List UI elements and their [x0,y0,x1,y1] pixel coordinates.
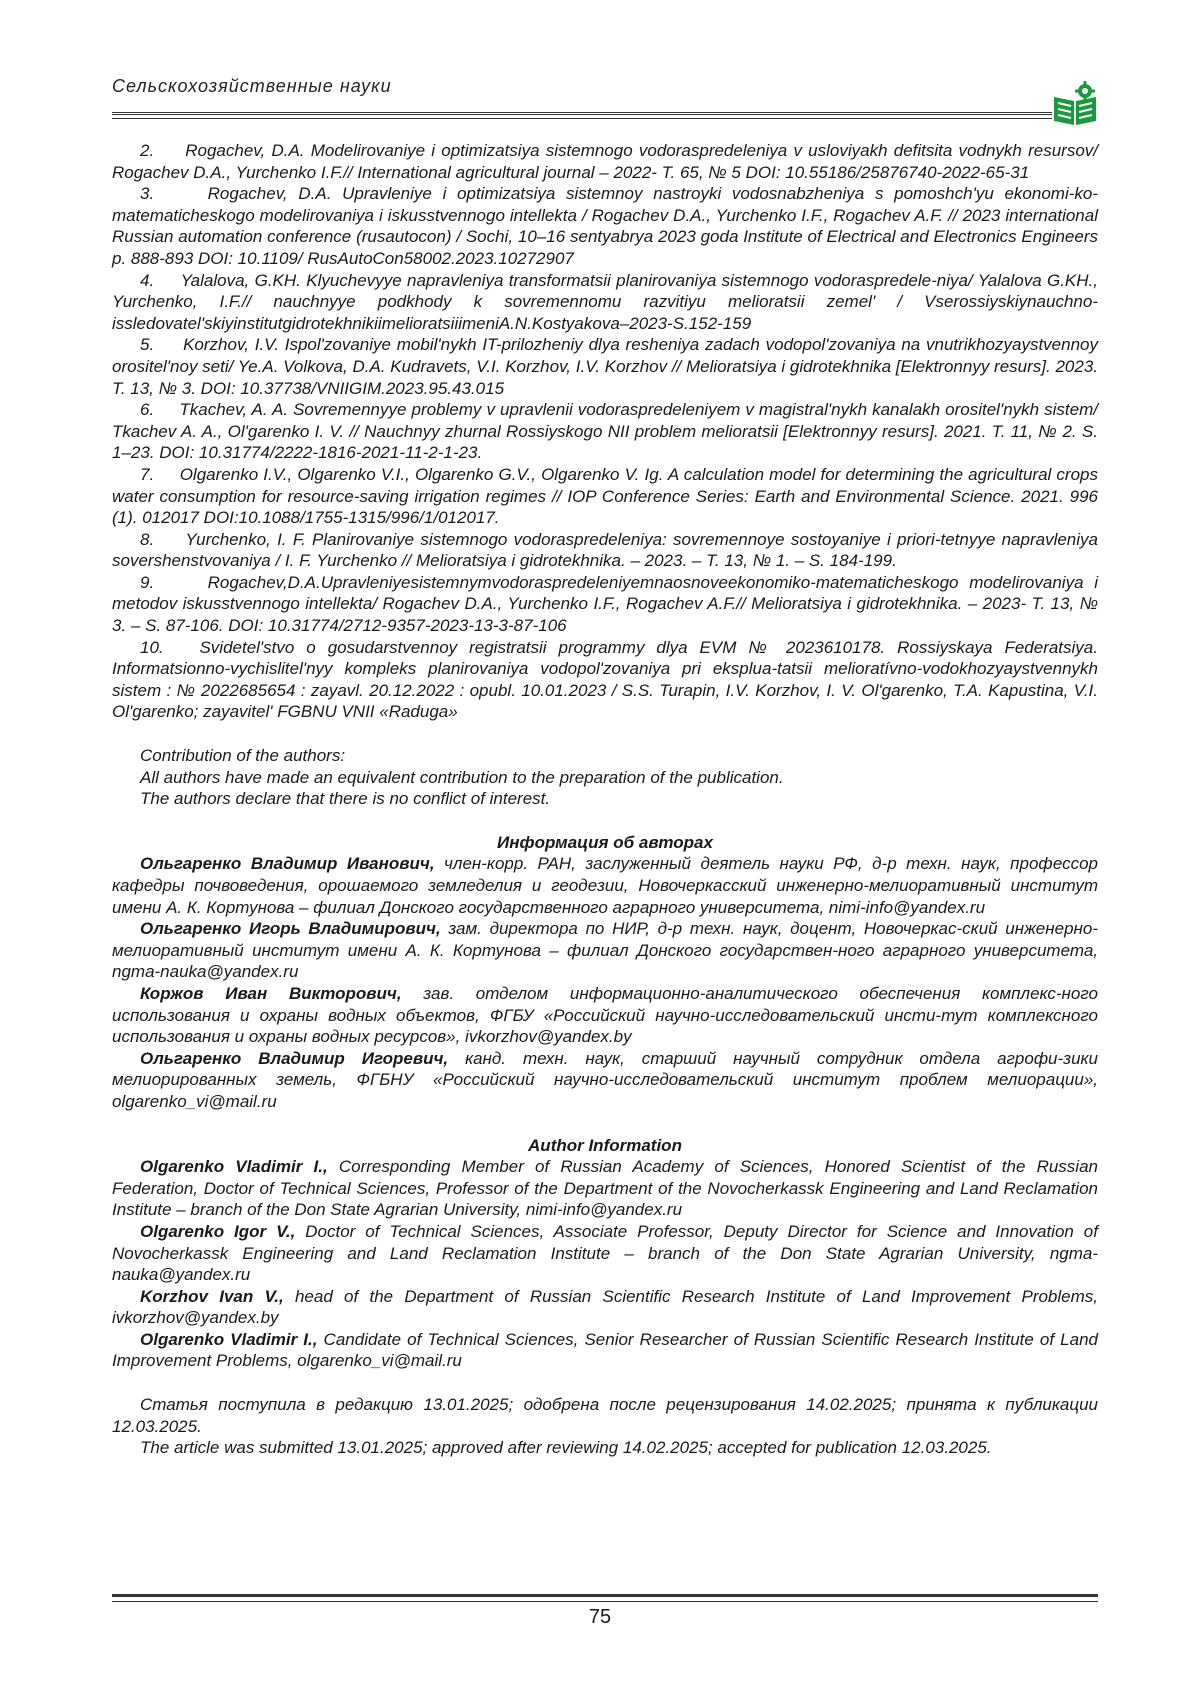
author-info-en [112,1135,1098,1373]
contribution-title: Contribution of the authors: [140,746,346,766]
author-name: Коржов Иван Викторович, [140,983,402,1003]
author-name: Ольгаренко Игорь Владимирович, [140,919,441,939]
author-entry [112,1048,1098,1113]
reference-item: 2. Rogachev, D.A. Modelirovaniye i optimizatsiya sistemnogo vodoraspredeleniya v usloviyakh defitsita vodnykh resursov/ Rogachev D.A., Yurchenko I.F.// International agricultural journal – 2022- T. 65, № 5 DOI: 10.55186/25876740-2022-65-31 [112,141,1098,182]
author-entry [112,983,1098,1048]
article-dates-en: The article was submitted 13.01.2025; approved after reviewing 14.02.2025; accepted for publication 12.03.2025. [140,1438,992,1458]
author-details: зав. отделом информационно-аналитического обеспечения комплекс-ного использования и охраны водных объектов, ФГБУ «Российский научно-исследовательский инсти-тут комплексного использования и охраны водных ресурсов», ivkorzhov@yandex.by [112,983,1098,1047]
author-name: Korzhov Ivan V., [140,1286,284,1306]
article-dates [112,1394,1098,1459]
author-entry [112,1286,1098,1329]
reference-item: 4. Yalalova, G.KH. Klyuchevyye napravleniya transformatsii planirovaniya sistemnogo vodoraspredele-niya/ Yalalova G.KH., Yurchenko, I.F.// nauchnyye podkhody k sovremennomu razvitiyu melioratsii zemel' / Vserossiyskiynauchno-issledovatel'skiyinstitutgidrotekhnikiimelioratsiiimeniA.N.Kostyakova–2023-S.152-159 [112,270,1098,333]
author-entry [112,853,1098,918]
journal-section-title: Сельскохозяйственные науки [112,76,392,96]
author-name: Ольгаренко Владимир Иванович, [140,854,435,874]
author-details: член-корр. РАН, заслуженный деятель науки РФ, д-р техн. наук, профессор кафедры почвоведения, орошаемого земледелия и геодезии, Новочеркасский инженерно-мелиоративный институт имени А. К. Кортунова – филиал Донского государственного аграрного университета, nimi-info@yandex.ru [112,854,1098,917]
reference-item: 7. Olgarenko I.V., Olgarenko V.I., Olgarenko G.V., Olgarenko V. Ig. A calculation model for determining the agricultural crops water consumption for resource-saving irrigation regimes // IOP Conference Series: Earth and Environmental Science. 2021. 996 (1). 012017 DOI:10.1088/1755-1315/996/1/012017. [112,464,1098,528]
reference-list [112,140,1098,723]
page-number: 75 [588,1606,612,1628]
reference-item: 3. Rogachev, D.A. Upravleniye i optimizatsiya sistemnoy nastroyki vodosnabzheniya s pomoshch'yu ekonomi-ko-matematicheskogo modelirovaniya i iskusstvennogo intellekta / Rogachev D.A., Yurchenko I.F., Rogachev A.F. // 2023 international Russian automation conference (rusautocon) / Sochi, 10–16 sentyabrya 2023 goda Institute of Electrical and Electronics Engineers p. 888-893 DOI: 10.1109/ RusAutoCon58002.2023.10272907 [112,184,1098,268]
author-details: канд. техн. наук, старший научный сотрудник отдела агрофи-зики мелиорированных земель, ФГБНУ «Российский научно-исследовательский институт проблем мелиорации», olgarenko_vi@mail.ru [112,1048,1099,1111]
page-header [112,76,1098,97]
author-entry [112,918,1098,983]
reference-item: 6. Tkachev, A. A. Sovremennyye problemy v upravlenii vodoraspredeleniyem v magistral'nykh kanalakh orositel'nykh sistem/ Tkachev A. A., Ol'garenko I. V. // Nauchnyy zhurnal Rossiyskogo NII problem melioratsii [Elektronnyy resurs]. 2021. T. 11, № 2. S. 1–23. DOI: 10.31774/2222-1816-2021-11-2-1-23. [112,400,1098,463]
header-rule [112,112,1052,119]
author-entry [112,1221,1098,1286]
footer-rule [112,1594,1098,1602]
author-name: Olgarenko Vladimir I., [140,1329,318,1349]
author-name: Ольгаренко Владимир Игоревич, [140,1048,449,1068]
author-details: зам. директора по НИР, д-р техн. наук, доцент, Новочеркас-ский инженерно-мелиоративный институт имени А. К. Кортунова – филиал Донского государствен-ного аграрного университета, ngma-nauka@yandex.ru [112,919,1098,982]
author-details: Candidate of Technical Sciences, Senior Researcher of Russian Scientific Research Institute of Land Improvement Problems, olgarenko_vi@mail.ru [112,1329,1098,1371]
article-dates-ru: Статья поступила в редакцию 13.01.2025; одобрена после рецензирования 14.02.2025; принята к публикации 12.03.2025. [112,1395,1098,1436]
author-name: Olgarenko Vladimir I., [140,1157,328,1177]
author-info-ru [112,832,1098,1113]
author-details: Corresponding Member of Russian Academy of Sciences, Honored Scientist of the Russian Federation, Doctor of Technical Sciences, Professor of the Department of the Novocherkassk Engineering and Land Reclamation Institute – branch of the Don State Agrarian University, nimi-info@yandex.ru [112,1157,1098,1220]
author-details: Doctor of Technical Sciences, Associate Professor, Deputy Director for Science and Innovation of Novocherkassk Engineering and Land Reclamation Institute – branch of the Don State Agrarian University, ngma-nauka@yandex.ru [112,1221,1098,1285]
reference-item: 5. Korzhov, I.V. Ispol'zovaniye mobil'nykh IT-prilozheniy dlya resheniya zadach vodopol'zovaniya na vnutrikhozyaystvennoy orositel'noy seti/ Ye.A. Volkova, D.A. Kudravets, V.I. Korzhov, I.V. Korzhov // Melioratsiya i gidrotekhnika [Elektronnyy resurs]. 2023. T. 13, № 3. DOI: 10.37738/VNIIGIM.2023.95.43.015 [112,335,1098,398]
reference-item: 10. Svidetel'stvo o gosudarstvennoy registratsii programmy dlya EVM № 2023610178. Rossiyskaya Federatsiya. Informatsionno-vychislitel'nyy kompleks planirovaniya vodopol'zovaniya pri eksplua-tatsii melioratívno-vodokhozyaystvennykh sistem : № 2022685654 : zayavl. 20.12.2022 : opubl. 10.01.2023 / S.S. Turapin, I.V. Korzhov, I. V. Ol'garenko, T.A. Kapustina, V.I. Ol'garenko; zayavitel' FGBNU VNII «Raduga» [112,637,1098,722]
author-entry [112,1156,1098,1221]
contribution-line: All authors have made an equivalent contribution to the preparation of the publication. [140,767,784,787]
author-info-ru-heading: Информация об авторах [497,832,713,852]
author-entry [112,1329,1098,1372]
author-info-en-heading: Author Information [528,1135,682,1155]
author-details: head of the Department of Russian Scientific Research Institute of Land Improvement Problems, ivkorzhov@yandex.by [112,1286,1098,1328]
author-name: Olgarenko Igor V., [140,1221,296,1241]
reference-item: 9. Rogachev,D.A.Upravleniyesistemnymvodoraspredeleniyemnaosnoveekonomiko-matematicheskogo modelirovaniya i metodov iskusstvennogo intellekta/ Rogachev D.A., Yurchenko I.F., Rogachev A.F.// Melioratsiya i gidrotekhnika. – 2023- T. 13, № 3. – S. 87-106. DOI: 10.31774/2712-9357-2023-13-3-87-106 [112,572,1098,636]
page-content [112,140,1098,1459]
reference-item: 8. Yurchenko, I. F. Planirovaniye sistemnogo vodoraspredeleniya: sovremennoye sostoyaniye i priori-tetnyye napravleniya sovershenstvovaniya / I. F. Yurchenko // Melioratsiya i gidrotekhnika. – 2023. – T. 13, № 1. – S. 184-199. [112,529,1098,571]
contribution-block [112,745,1098,810]
book-gear-logo-icon [1052,81,1098,127]
conflict-statement: The authors declare that there is no conflict of interest. [140,789,551,809]
